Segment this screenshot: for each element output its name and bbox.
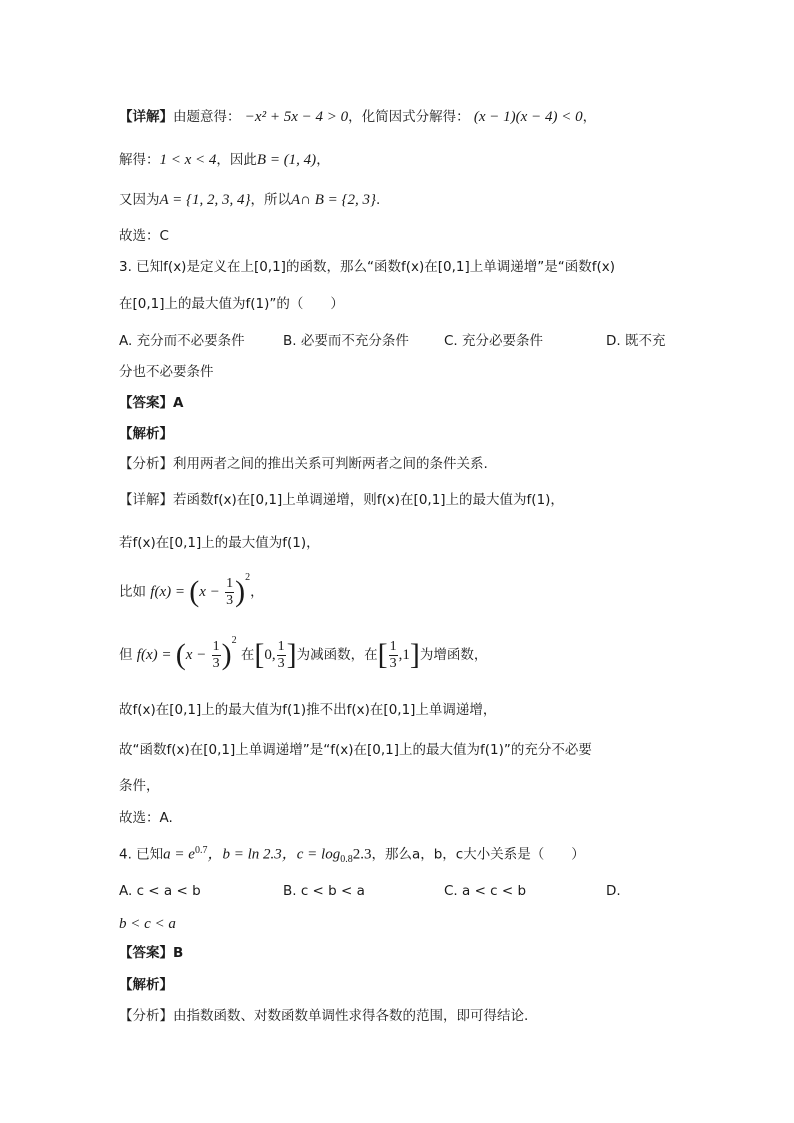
numerator: 1 bbox=[389, 639, 397, 655]
expr: x − bbox=[185, 647, 207, 663]
detail-line-3 bbox=[119, 193, 380, 208]
q4-option-a: A. c < a < b bbox=[119, 883, 201, 899]
set-b: B = (1, 4) bbox=[256, 152, 317, 168]
fraction-one-third bbox=[212, 639, 221, 671]
q3-but-line bbox=[119, 636, 487, 671]
q3-example-line bbox=[119, 573, 264, 608]
q3-detail-1: 【详解】若函数f(x)在[0,1]上单调递增，则f(x)在[0,1]上的最大值为f(1)， bbox=[119, 492, 564, 508]
text: 为减函数，在 bbox=[296, 647, 378, 663]
q3-stem-line-1: 3. 已知f(x)是定义在上[0,1]的函数，那么“函数f(x)在[0,1]上单调递增”是“函数f(x) bbox=[119, 259, 615, 275]
text: 在 bbox=[240, 647, 255, 663]
denominator: 3 bbox=[226, 592, 234, 608]
fraction-one-third bbox=[389, 639, 398, 671]
punct: ， bbox=[316, 152, 330, 168]
q3-option-d: D. 既不充 bbox=[606, 333, 666, 349]
q4-fenxi: 【分析】由指数函数、对数函数单调性求得各数的范围，即可得结论. bbox=[119, 1008, 529, 1024]
text: 又因为 bbox=[119, 192, 160, 208]
expr-a: a = e bbox=[163, 846, 195, 863]
q3-conclusion-2: 故“函数f(x)在[0,1]上单调递增”是“f(x)在[0,1]上的最大值为f(1)”的充分不必要 bbox=[119, 742, 592, 758]
log-arg: 2.3 bbox=[352, 846, 372, 863]
q3-conclusion-3: 条件， bbox=[119, 778, 160, 794]
text: ，所以 bbox=[250, 192, 292, 208]
interval-start: 0, bbox=[264, 647, 276, 663]
detail-tag: 【详解】 bbox=[119, 109, 173, 125]
solution-range: 1 < x < 4 bbox=[159, 152, 217, 168]
function-label: f(x) = bbox=[150, 584, 185, 600]
q4-analysis-heading: 【解析】 bbox=[119, 977, 173, 993]
fraction-one-third bbox=[277, 639, 286, 671]
denominator: 3 bbox=[277, 655, 285, 671]
expr-b: ，b = ln 2.3， bbox=[207, 846, 297, 863]
q4-stem bbox=[119, 846, 585, 865]
left-paren: ( bbox=[175, 638, 186, 671]
q4-option-b: B. c < b < a bbox=[283, 883, 365, 899]
left-paren: ( bbox=[189, 575, 200, 608]
numerator: 1 bbox=[277, 639, 285, 655]
numerator: 1 bbox=[226, 576, 234, 592]
text: 4. 已知 bbox=[119, 846, 164, 863]
q3-answer: 【答案】A bbox=[119, 395, 184, 411]
denominator: 3 bbox=[389, 655, 397, 671]
punct: ， bbox=[250, 584, 264, 600]
text: 比如 bbox=[119, 584, 146, 600]
q3-option-a: A. 充分而不必要条件 bbox=[119, 333, 245, 349]
function-label: f(x) = bbox=[136, 647, 172, 663]
detail-text-2: ，化简因式分解得： bbox=[348, 109, 470, 125]
punct: . bbox=[376, 192, 381, 208]
denominator: 3 bbox=[212, 655, 220, 671]
log-base: 0.8 bbox=[340, 854, 353, 866]
q3-analysis-heading: 【解析】 bbox=[119, 426, 173, 442]
left-bracket: [ bbox=[377, 638, 388, 671]
exponent: 0.7 bbox=[194, 845, 208, 856]
right-paren: ) bbox=[221, 638, 232, 671]
text: 但 bbox=[119, 647, 133, 663]
fraction-one-third bbox=[225, 576, 234, 608]
set-a: A = {1, 2, 3, 4} bbox=[159, 192, 251, 208]
detail-line-2 bbox=[119, 153, 330, 168]
q3-fenxi: 【分析】利用两者之间的推出关系可判断两者之间的条件关系. bbox=[119, 456, 488, 472]
intersection: A∩ B = {2, 3} bbox=[291, 192, 377, 208]
right-bracket: ] bbox=[286, 638, 297, 671]
punct: ， bbox=[582, 109, 597, 125]
choice-line: 故选：C bbox=[119, 228, 169, 244]
left-bracket: [ bbox=[254, 638, 265, 671]
text: ，那么a，b，c大小关系是（ ） bbox=[371, 846, 585, 863]
expr: x − bbox=[199, 584, 220, 600]
q3-option-d-cont: 分也不必要条件 bbox=[119, 364, 214, 380]
detail-line-1 bbox=[119, 110, 596, 125]
q3-detail-2: 若f(x)在[0,1]上的最大值为f(1)， bbox=[119, 535, 320, 551]
text: 解得： bbox=[119, 152, 160, 168]
factored-inequality: (x − 1)(x − 4) < 0 bbox=[473, 109, 583, 125]
text: ，因此 bbox=[216, 152, 257, 168]
q3-option-c: C. 充分必要条件 bbox=[444, 333, 544, 349]
numerator: 1 bbox=[212, 639, 220, 655]
q4-option-d: D. bbox=[606, 883, 621, 899]
q4-option-c: C. a < c < b bbox=[444, 883, 527, 899]
detail-text: 由题意得： bbox=[173, 109, 241, 125]
q4-answer: 【答案】B bbox=[119, 945, 184, 961]
right-bracket: ] bbox=[409, 638, 420, 671]
q3-stem-line-2: 在[0,1]上的最大值为f(1)”的（ ） bbox=[119, 296, 344, 312]
q3-conclusion-1: 故f(x)在[0,1]上的最大值为f(1)推不出f(x)在[0,1]上单调递增， bbox=[119, 702, 497, 718]
q4-option-d-cont: b < c < a bbox=[119, 916, 176, 932]
q3-choose: 故选：A. bbox=[119, 810, 173, 826]
interval-end: ,1 bbox=[398, 647, 410, 663]
expr-c: c = log bbox=[296, 846, 341, 863]
q3-option-b: B. 必要而不充分条件 bbox=[283, 333, 409, 349]
inequality: −x² + 5x − 4 > 0 bbox=[244, 109, 349, 125]
text: 为增函数， bbox=[419, 647, 488, 663]
exponent: 2 bbox=[231, 635, 237, 646]
right-paren: ) bbox=[235, 575, 246, 608]
exponent: 2 bbox=[245, 572, 251, 583]
